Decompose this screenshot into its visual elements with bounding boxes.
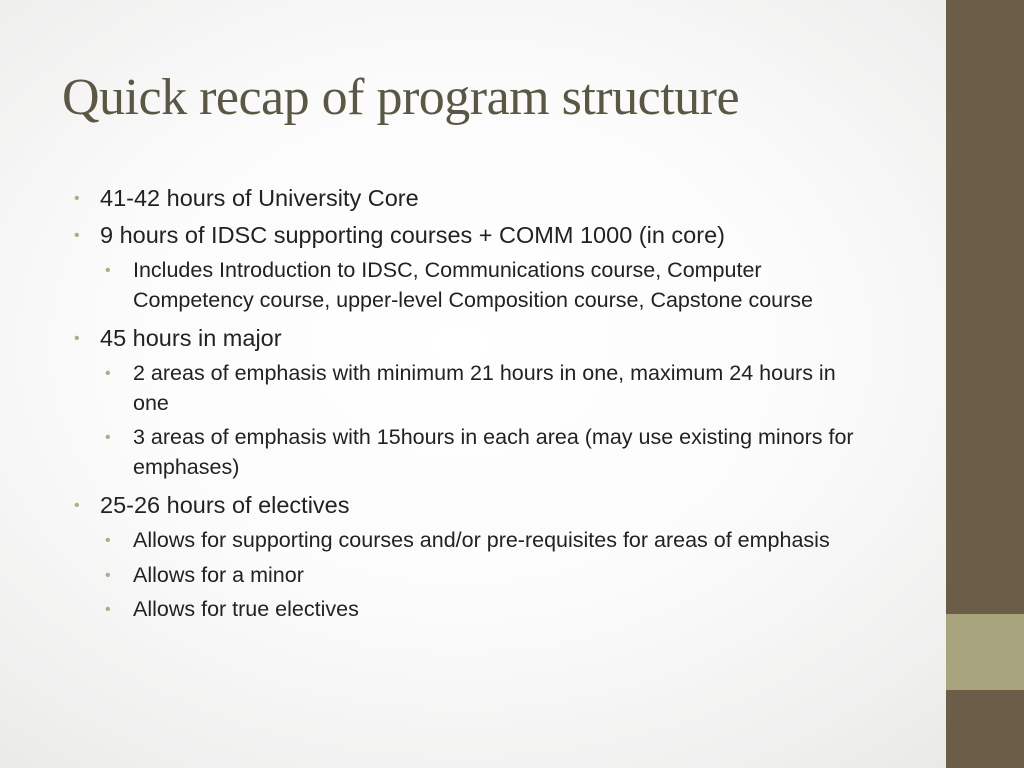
sub-bullet-text: Allows for true electives [133, 597, 359, 621]
bullet-icon: • [74, 497, 80, 514]
sub-bullet-text: 2 areas of emphasis with minimum 21 hours in one, maximum 24 hours in one [133, 361, 836, 415]
bullet-icon: • [74, 190, 80, 207]
bullet-content [72, 180, 862, 630]
bullet-text: 45 hours in major [100, 325, 282, 351]
sub-bullet-list [100, 526, 862, 625]
sub-bullet-list [100, 359, 862, 482]
bullet-text: 25-26 hours of electives [100, 492, 350, 518]
side-accent-block [946, 614, 1024, 690]
sub-bullet-text: Allows for supporting courses and/or pre-requisites for areas of emphasis [133, 528, 830, 552]
bullet-icon: • [105, 532, 111, 549]
sub-bullet-item [100, 595, 862, 625]
sub-bullet-item [100, 359, 862, 418]
bullet-list [72, 180, 862, 625]
bullet-icon: • [105, 429, 111, 446]
bullet-text: 41-42 hours of University Core [100, 185, 419, 211]
bullet-icon: • [105, 566, 111, 584]
bullet-icon: • [74, 227, 80, 244]
slide-title: Quick recap of program structure [62, 69, 740, 126]
bullet-item [72, 487, 862, 625]
sub-bullet-text: Includes Introduction to IDSC, Communications course, Computer Competency course, upper-level Composition course, Capstone course [133, 258, 813, 312]
bullet-icon: • [105, 262, 111, 279]
sub-bullet-item [100, 526, 862, 556]
bullet-item [72, 180, 862, 217]
sub-bullet-item [100, 423, 862, 482]
sub-bullet-item [100, 256, 862, 315]
bullet-item [72, 320, 862, 482]
bullet-icon: • [74, 330, 80, 347]
bullet-icon: • [105, 365, 111, 382]
bullet-item [72, 217, 862, 315]
bullet-text: 9 hours of IDSC supporting courses + COMM 1000 (in core) [100, 222, 725, 248]
bullet-icon: • [105, 601, 111, 618]
sub-bullet-text: Allows for a minor [133, 562, 304, 587]
sub-bullet-item [100, 561, 862, 591]
sub-bullet-text: 3 areas of emphasis with 15hours in each area (may use existing minors for emphases) [133, 425, 854, 479]
sub-bullet-list [100, 256, 862, 315]
